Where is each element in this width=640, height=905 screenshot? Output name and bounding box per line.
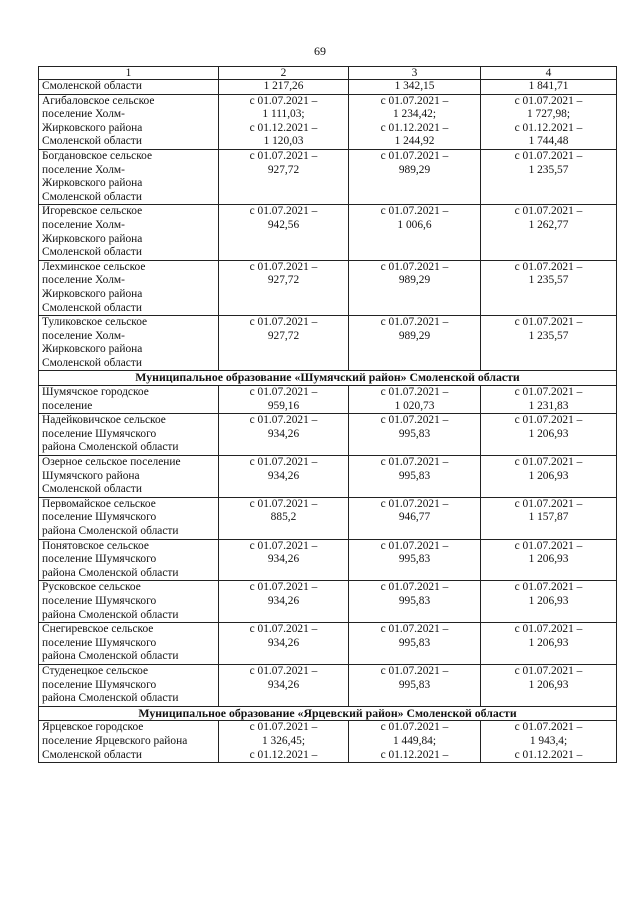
cell-line: с 01.07.2021 – — [514, 260, 583, 273]
cell-line: Первомайское сельское — [42, 497, 156, 510]
table-row — [39, 414, 617, 456]
table-header-row — [39, 67, 617, 80]
cell-line: с 01.07.2021 – — [249, 539, 318, 552]
column-header: 3 — [349, 67, 481, 80]
cell-line: с 01.12.2021 – — [380, 748, 449, 761]
tariff-cell-col4 — [481, 539, 617, 581]
cell-line: 1 727,98; — [526, 108, 571, 121]
table-row — [39, 721, 617, 763]
tariff-cell-col2 — [219, 623, 349, 665]
cell-line: 1 262,77 — [528, 218, 569, 231]
cell-line: 885,2 — [270, 511, 297, 524]
cell-line: 1 206,93 — [528, 553, 569, 566]
column-header: 2 — [219, 67, 349, 80]
cell-line: Жирковского района — [42, 343, 143, 356]
cell-line: 1 006,6 — [397, 218, 432, 231]
settlement-name-cell — [39, 721, 219, 763]
section-title: Муниципальное образование «Шумячский район» Смоленской области — [39, 371, 617, 386]
cell-line: 934,26 — [267, 678, 300, 691]
tariff-cell-col2 — [219, 721, 349, 763]
table-row — [39, 386, 617, 414]
cell-line: 934,26 — [267, 427, 300, 440]
cell-line: с 01.12.2021 – — [380, 121, 449, 134]
cell-line: с 01.07.2021 – — [380, 386, 449, 399]
cell-line: 1 449,84; — [392, 734, 437, 747]
section-header-row — [39, 706, 617, 721]
tariff-cell-col4 — [481, 623, 617, 665]
cell-line: 1 206,93 — [528, 594, 569, 607]
cell-line: 989,29 — [398, 274, 431, 287]
cell-line: Смоленской области — [42, 135, 142, 148]
cell-line: с 01.07.2021 – — [514, 414, 583, 427]
cell-line: района Смоленской области — [42, 608, 179, 621]
column-header: 1 — [39, 67, 219, 80]
tariff-cell-col4 — [481, 205, 617, 260]
cell-line: Смоленской области — [42, 190, 142, 203]
table-row — [39, 94, 617, 149]
cell-line: поселение Шумячского — [42, 553, 157, 566]
cell-line: поселение Холм- — [42, 108, 125, 121]
cell-line: 1 111,03; — [262, 108, 305, 121]
cell-line: с 01.07.2021 – — [249, 94, 318, 107]
cell-line: с 01.07.2021 – — [249, 260, 318, 273]
cell-line: Лехминское сельское — [42, 260, 146, 273]
cell-line: 934,26 — [267, 594, 300, 607]
cell-line: 995,83 — [398, 553, 431, 566]
cell-line: 927,72 — [267, 329, 300, 342]
cell-line: 1 206,93 — [528, 469, 569, 482]
cell-line: с 01.07.2021 – — [249, 316, 318, 329]
cell-line: с 01.12.2021 – — [249, 121, 318, 134]
cell-line: с 01.07.2021 – — [514, 205, 583, 218]
settlement-name-cell — [39, 623, 219, 665]
table-row — [39, 149, 617, 204]
cell-line: с 01.12.2021 – — [514, 121, 583, 134]
cell-line: с 01.07.2021 – — [380, 581, 449, 594]
cell-line: с 01.07.2021 – — [514, 664, 583, 677]
tariff-cell-col3 — [349, 260, 481, 315]
cell-line: с 01.07.2021 – — [249, 623, 318, 636]
section-header-row — [39, 371, 617, 386]
tariff-cell-col3 — [349, 386, 481, 414]
tariff-cell-col2 — [219, 80, 349, 95]
cell-line: 934,26 — [267, 469, 300, 482]
tariff-cell-col3 — [349, 539, 481, 581]
cell-line: 1 217,26 — [263, 80, 304, 92]
cell-line: 934,26 — [267, 636, 300, 649]
cell-line: с 01.07.2021 – — [249, 414, 318, 427]
cell-line: Снегиревское сельское — [42, 623, 154, 636]
cell-line: Жирковского района — [42, 177, 143, 190]
cell-line: 927,72 — [267, 274, 300, 287]
cell-line: поселение Шумячского — [42, 427, 157, 440]
cell-line: района Смоленской области — [42, 650, 179, 663]
cell-line: 1 206,93 — [528, 427, 569, 440]
cell-line: с 01.07.2021 – — [380, 414, 449, 427]
cell-line: поселение Шумячского — [42, 594, 157, 607]
cell-line: 1 235,57 — [528, 163, 569, 176]
cell-line: с 01.12.2021 – — [514, 748, 583, 761]
cell-line: 1 234,42; — [392, 108, 437, 121]
tariff-cell-col2 — [219, 316, 349, 371]
cell-line: 995,83 — [398, 427, 431, 440]
tariff-cell-col3 — [349, 664, 481, 706]
cell-line: Ярцевское городское — [42, 721, 144, 734]
cell-line: Богдановское сельское — [42, 149, 153, 162]
cell-line: Смоленской области — [42, 80, 142, 92]
cell-line: 989,29 — [398, 163, 431, 176]
section-title: Муниципальное образование «Ярцевский район» Смоленской области — [39, 706, 617, 721]
settlement-name-cell — [39, 94, 219, 149]
cell-line: Русковское сельское — [42, 581, 141, 594]
cell-line: района Смоленской области — [42, 525, 179, 537]
table-row — [39, 80, 617, 95]
cell-line: 1 157,87 — [528, 511, 569, 524]
cell-line: Смоленской области — [42, 748, 142, 761]
tariff-cell-col4 — [481, 456, 617, 498]
tariff-cell-col2 — [219, 386, 349, 414]
settlement-name-cell — [39, 664, 219, 706]
tariff-cell-col2 — [219, 260, 349, 315]
cell-line: с 01.07.2021 – — [514, 316, 583, 329]
tariff-cell-col4 — [481, 497, 617, 539]
tariff-cell-col3 — [349, 149, 481, 204]
cell-line: с 01.07.2021 – — [249, 721, 318, 734]
tariff-cell-col3 — [349, 581, 481, 623]
cell-line: 1 235,57 — [528, 329, 569, 342]
cell-line: 989,29 — [398, 329, 431, 342]
cell-line: с 01.07.2021 – — [514, 497, 583, 510]
tariff-cell-col2 — [219, 414, 349, 456]
cell-line: района Смоленской области — [42, 441, 179, 454]
cell-line: 1 120,03 — [263, 135, 304, 148]
settlement-name-cell — [39, 149, 219, 204]
tariff-cell-col2 — [219, 149, 349, 204]
cell-line: Туликовское сельское — [42, 316, 148, 329]
tariff-cell-col3 — [349, 721, 481, 763]
cell-line: с 01.07.2021 – — [514, 623, 583, 636]
cell-line: с 01.07.2021 – — [380, 316, 449, 329]
cell-line: с 01.07.2021 – — [380, 149, 449, 162]
cell-line: с 01.07.2021 – — [380, 94, 449, 107]
cell-line: 1 235,57 — [528, 274, 569, 287]
tariff-cell-col4 — [481, 316, 617, 371]
settlement-name-cell — [39, 414, 219, 456]
cell-line: с 01.07.2021 – — [514, 94, 583, 107]
cell-line: с 01.07.2021 – — [380, 664, 449, 677]
cell-line: с 01.07.2021 – — [514, 721, 583, 734]
tariff-cell-col3 — [349, 205, 481, 260]
cell-line: района Смоленской области — [42, 692, 179, 705]
cell-line: 942,56 — [267, 218, 300, 231]
tariff-cell-col4 — [481, 149, 617, 204]
settlement-name-cell — [39, 581, 219, 623]
cell-line: Надейковичское сельское — [42, 414, 166, 427]
cell-line: 1 943,4; — [529, 734, 568, 747]
cell-line: Смоленской области — [42, 246, 142, 259]
cell-line: поселение Холм- — [42, 218, 125, 231]
settlement-name-cell — [39, 205, 219, 260]
tariff-cell-col4 — [481, 664, 617, 706]
cell-line: Агибаловское сельское — [42, 94, 155, 107]
cell-line: поселение Шумячского — [42, 511, 157, 524]
tariff-cell-col3 — [349, 94, 481, 149]
cell-line: с 01.07.2021 – — [514, 539, 583, 552]
tariff-cell-col2 — [219, 94, 349, 149]
cell-line: Студенецкое сельское — [42, 664, 149, 677]
cell-line: поселение Ярцевского района — [42, 734, 188, 747]
cell-line: с 01.07.2021 – — [380, 539, 449, 552]
table-row — [39, 623, 617, 665]
tariff-cell-col2 — [219, 456, 349, 498]
cell-line: с 01.07.2021 – — [380, 205, 449, 218]
cell-line: 927,72 — [267, 163, 300, 176]
cell-line: 1 020,73 — [394, 399, 435, 412]
cell-line: Смоленской области — [42, 301, 142, 314]
settlement-name-cell — [39, 80, 219, 95]
tariff-cell-col4 — [481, 721, 617, 763]
cell-line: Игоревское сельское — [42, 205, 143, 218]
cell-line: с 01.07.2021 – — [249, 205, 318, 218]
settlement-name-cell — [39, 539, 219, 581]
cell-line: с 01.07.2021 – — [380, 623, 449, 636]
column-header: 4 — [481, 67, 617, 80]
tariff-cell-col3 — [349, 497, 481, 539]
cell-line: 995,83 — [398, 678, 431, 691]
cell-line: 995,83 — [398, 469, 431, 482]
cell-line: поселение Холм- — [42, 163, 125, 176]
cell-line: 934,26 — [267, 553, 300, 566]
cell-line: Шумячское городское — [42, 386, 149, 399]
tariff-cell-col3 — [349, 414, 481, 456]
cell-line: 1 342,15 — [394, 80, 435, 92]
tariff-cell-col4 — [481, 260, 617, 315]
tariff-cell-col4 — [481, 386, 617, 414]
cell-line: района Смоленской области — [42, 566, 179, 579]
cell-line: Озерное сельское поселение — [42, 456, 181, 469]
table-row — [39, 456, 617, 498]
cell-line: Жирковского района — [42, 121, 143, 134]
cell-line: 1 744,48 — [528, 135, 569, 148]
tariff-cell-col4 — [481, 581, 617, 623]
tariff-cell-col3 — [349, 316, 481, 371]
cell-line: с 01.07.2021 – — [380, 721, 449, 734]
cell-line: поселение Шумячского — [42, 636, 157, 649]
cell-line: с 01.07.2021 – — [514, 456, 583, 469]
cell-line: 959,16 — [267, 399, 300, 412]
cell-line: с 01.07.2021 – — [249, 386, 318, 399]
cell-line: с 01.07.2021 – — [249, 581, 318, 594]
cell-line: 995,83 — [398, 594, 431, 607]
table-row — [39, 260, 617, 315]
tariff-table — [38, 66, 617, 763]
table-row — [39, 539, 617, 581]
tariff-cell-col2 — [219, 581, 349, 623]
cell-line: поселение Холм- — [42, 329, 125, 342]
cell-line: с 01.07.2021 – — [514, 386, 583, 399]
table-row — [39, 205, 617, 260]
tariff-cell-col2 — [219, 539, 349, 581]
cell-line: Шумячского района — [42, 469, 140, 482]
tariff-cell-col3 — [349, 80, 481, 95]
settlement-name-cell — [39, 386, 219, 414]
cell-line: Смоленской области — [42, 356, 142, 369]
cell-line: с 01.07.2021 – — [249, 456, 318, 469]
table-row — [39, 497, 617, 539]
cell-line: 1 231,83 — [528, 399, 569, 412]
page-number: 69 — [314, 44, 326, 58]
cell-line: с 01.12.2021 – — [249, 748, 318, 761]
settlement-name-cell — [39, 260, 219, 315]
cell-line: с 01.07.2021 – — [249, 497, 318, 510]
cell-line: 946,77 — [398, 511, 431, 524]
tariff-cell-col3 — [349, 456, 481, 498]
settlement-name-cell — [39, 456, 219, 498]
cell-line: с 01.07.2021 – — [249, 149, 318, 162]
cell-line: поселение — [42, 399, 93, 412]
cell-line: поселение Шумячского — [42, 678, 157, 691]
cell-line: 1 841,71 — [528, 80, 569, 92]
cell-line: 1 326,45; — [261, 734, 306, 747]
settlement-name-cell — [39, 497, 219, 539]
tariff-cell-col2 — [219, 497, 349, 539]
cell-line: с 01.07.2021 – — [380, 260, 449, 273]
cell-line: 1 244,92 — [394, 135, 435, 148]
tariff-cell-col4 — [481, 414, 617, 456]
cell-line: с 01.07.2021 – — [249, 664, 318, 677]
tariff-cell-col4 — [481, 80, 617, 95]
cell-line: с 01.07.2021 – — [514, 149, 583, 162]
table-row — [39, 664, 617, 706]
cell-line: 995,83 — [398, 636, 431, 649]
cell-line: Смоленской области — [42, 483, 142, 496]
table-row — [39, 316, 617, 371]
cell-line: поселение Холм- — [42, 274, 125, 287]
cell-line: Понятовское сельское — [42, 539, 149, 552]
tariff-cell-col2 — [219, 205, 349, 260]
cell-line: Жирковского района — [42, 232, 143, 245]
cell-line: 1 206,93 — [528, 678, 569, 691]
cell-line: с 01.07.2021 – — [380, 456, 449, 469]
cell-line: с 01.07.2021 – — [514, 581, 583, 594]
table-row — [39, 581, 617, 623]
tariff-cell-col3 — [349, 623, 481, 665]
cell-line: с 01.07.2021 – — [380, 497, 449, 510]
cell-line: Жирковского района — [42, 287, 143, 300]
table-body — [39, 80, 617, 763]
settlement-name-cell — [39, 316, 219, 371]
cell-line: 1 206,93 — [528, 636, 569, 649]
tariff-cell-col2 — [219, 664, 349, 706]
tariff-cell-col4 — [481, 94, 617, 149]
